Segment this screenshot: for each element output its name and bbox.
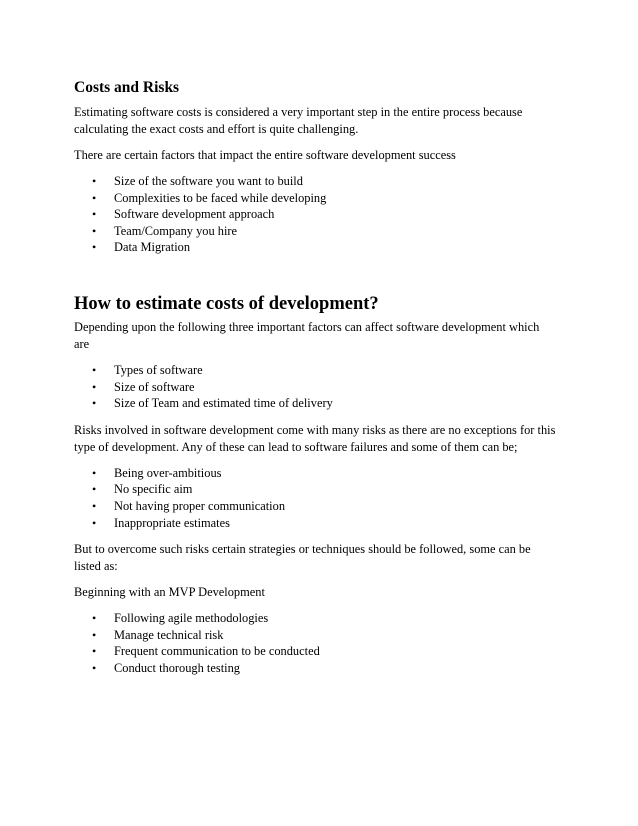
estimating-line-2: calculating the exact costs and effort is quite challenging. bbox=[74, 122, 359, 136]
depending-paragraph bbox=[74, 319, 574, 353]
bullet-icon: • bbox=[92, 660, 97, 675]
estimating-paragraph bbox=[74, 104, 574, 138]
list-item: • Size of Team and estimated time of delivery bbox=[92, 396, 333, 411]
costs-and-risks-heading: Costs and Risks bbox=[74, 79, 180, 96]
risks-paragraph bbox=[74, 422, 574, 456]
list-item: • Being over-ambitious bbox=[92, 465, 222, 480]
list-item: • Size of software bbox=[92, 379, 195, 394]
estimating-line-1: Estimating software costs is considered a very important step in the entire process because bbox=[74, 105, 523, 119]
risks-line-1: Risks involved in software development come with many risks as there are no exceptions for this bbox=[74, 422, 556, 437]
document-page bbox=[74, 78, 574, 687]
list-item: • Frequent communication to be conducted bbox=[92, 644, 320, 659]
list-item: • Data Migration bbox=[92, 240, 191, 255]
mvp-paragraph: Beginning with an MVP Development bbox=[74, 585, 265, 600]
list-item: • Complexities to be faced while developing bbox=[92, 190, 327, 205]
list-item: • Manage technical risk bbox=[92, 627, 224, 642]
factors-list bbox=[74, 173, 574, 256]
bullet-icon: • bbox=[92, 465, 97, 480]
bullet-icon: • bbox=[92, 379, 97, 394]
list-item: • Conduct thorough testing bbox=[92, 660, 240, 675]
depending-line-1: Depending upon the following three important factors can affect software development which bbox=[74, 319, 540, 334]
overcome-paragraph bbox=[74, 541, 574, 575]
list-item: • No specific aim bbox=[92, 482, 193, 497]
bullet-icon: • bbox=[92, 627, 97, 642]
list-item: • Team/Company you hire bbox=[92, 223, 238, 238]
cost-factors-list bbox=[74, 362, 574, 412]
bullet-icon: • bbox=[92, 190, 97, 205]
depending-line-2: are bbox=[74, 336, 90, 351]
bullet-icon: • bbox=[92, 396, 97, 411]
strategies-list bbox=[74, 610, 574, 676]
list-item: • Size of the software you want to build bbox=[92, 174, 303, 188]
bullet-icon: • bbox=[92, 223, 97, 238]
bullet-icon: • bbox=[92, 174, 97, 188]
estimate-costs-heading: How to estimate costs of development? bbox=[74, 293, 379, 314]
list-item: • Following agile methodologies bbox=[92, 611, 269, 626]
list-item: • Not having proper communication bbox=[92, 498, 286, 513]
bullet-icon: • bbox=[92, 611, 97, 626]
list-item: • Types of software bbox=[92, 362, 203, 377]
factors-paragraph: There are certain factors that impact the entire software development success bbox=[74, 148, 456, 162]
risks-list bbox=[74, 465, 574, 531]
risks-line-2: type of development. Any of these can lead to software failures and some of them can be; bbox=[74, 439, 518, 454]
bullet-icon: • bbox=[92, 515, 97, 530]
section-spacer bbox=[74, 266, 574, 292]
bullet-icon: • bbox=[92, 240, 97, 255]
bullet-icon: • bbox=[92, 498, 97, 513]
bullet-icon: • bbox=[92, 362, 97, 377]
overcome-line-1: But to overcome such risks certain strategies or techniques should be followed, some can be bbox=[74, 542, 531, 557]
overcome-line-2: listed as: bbox=[74, 559, 118, 574]
bullet-icon: • bbox=[92, 644, 97, 659]
bullet-icon: • bbox=[92, 482, 97, 497]
list-item: • Software development approach bbox=[92, 207, 275, 222]
list-item: • Inappropriate estimates bbox=[92, 515, 230, 530]
bullet-icon: • bbox=[92, 207, 97, 222]
